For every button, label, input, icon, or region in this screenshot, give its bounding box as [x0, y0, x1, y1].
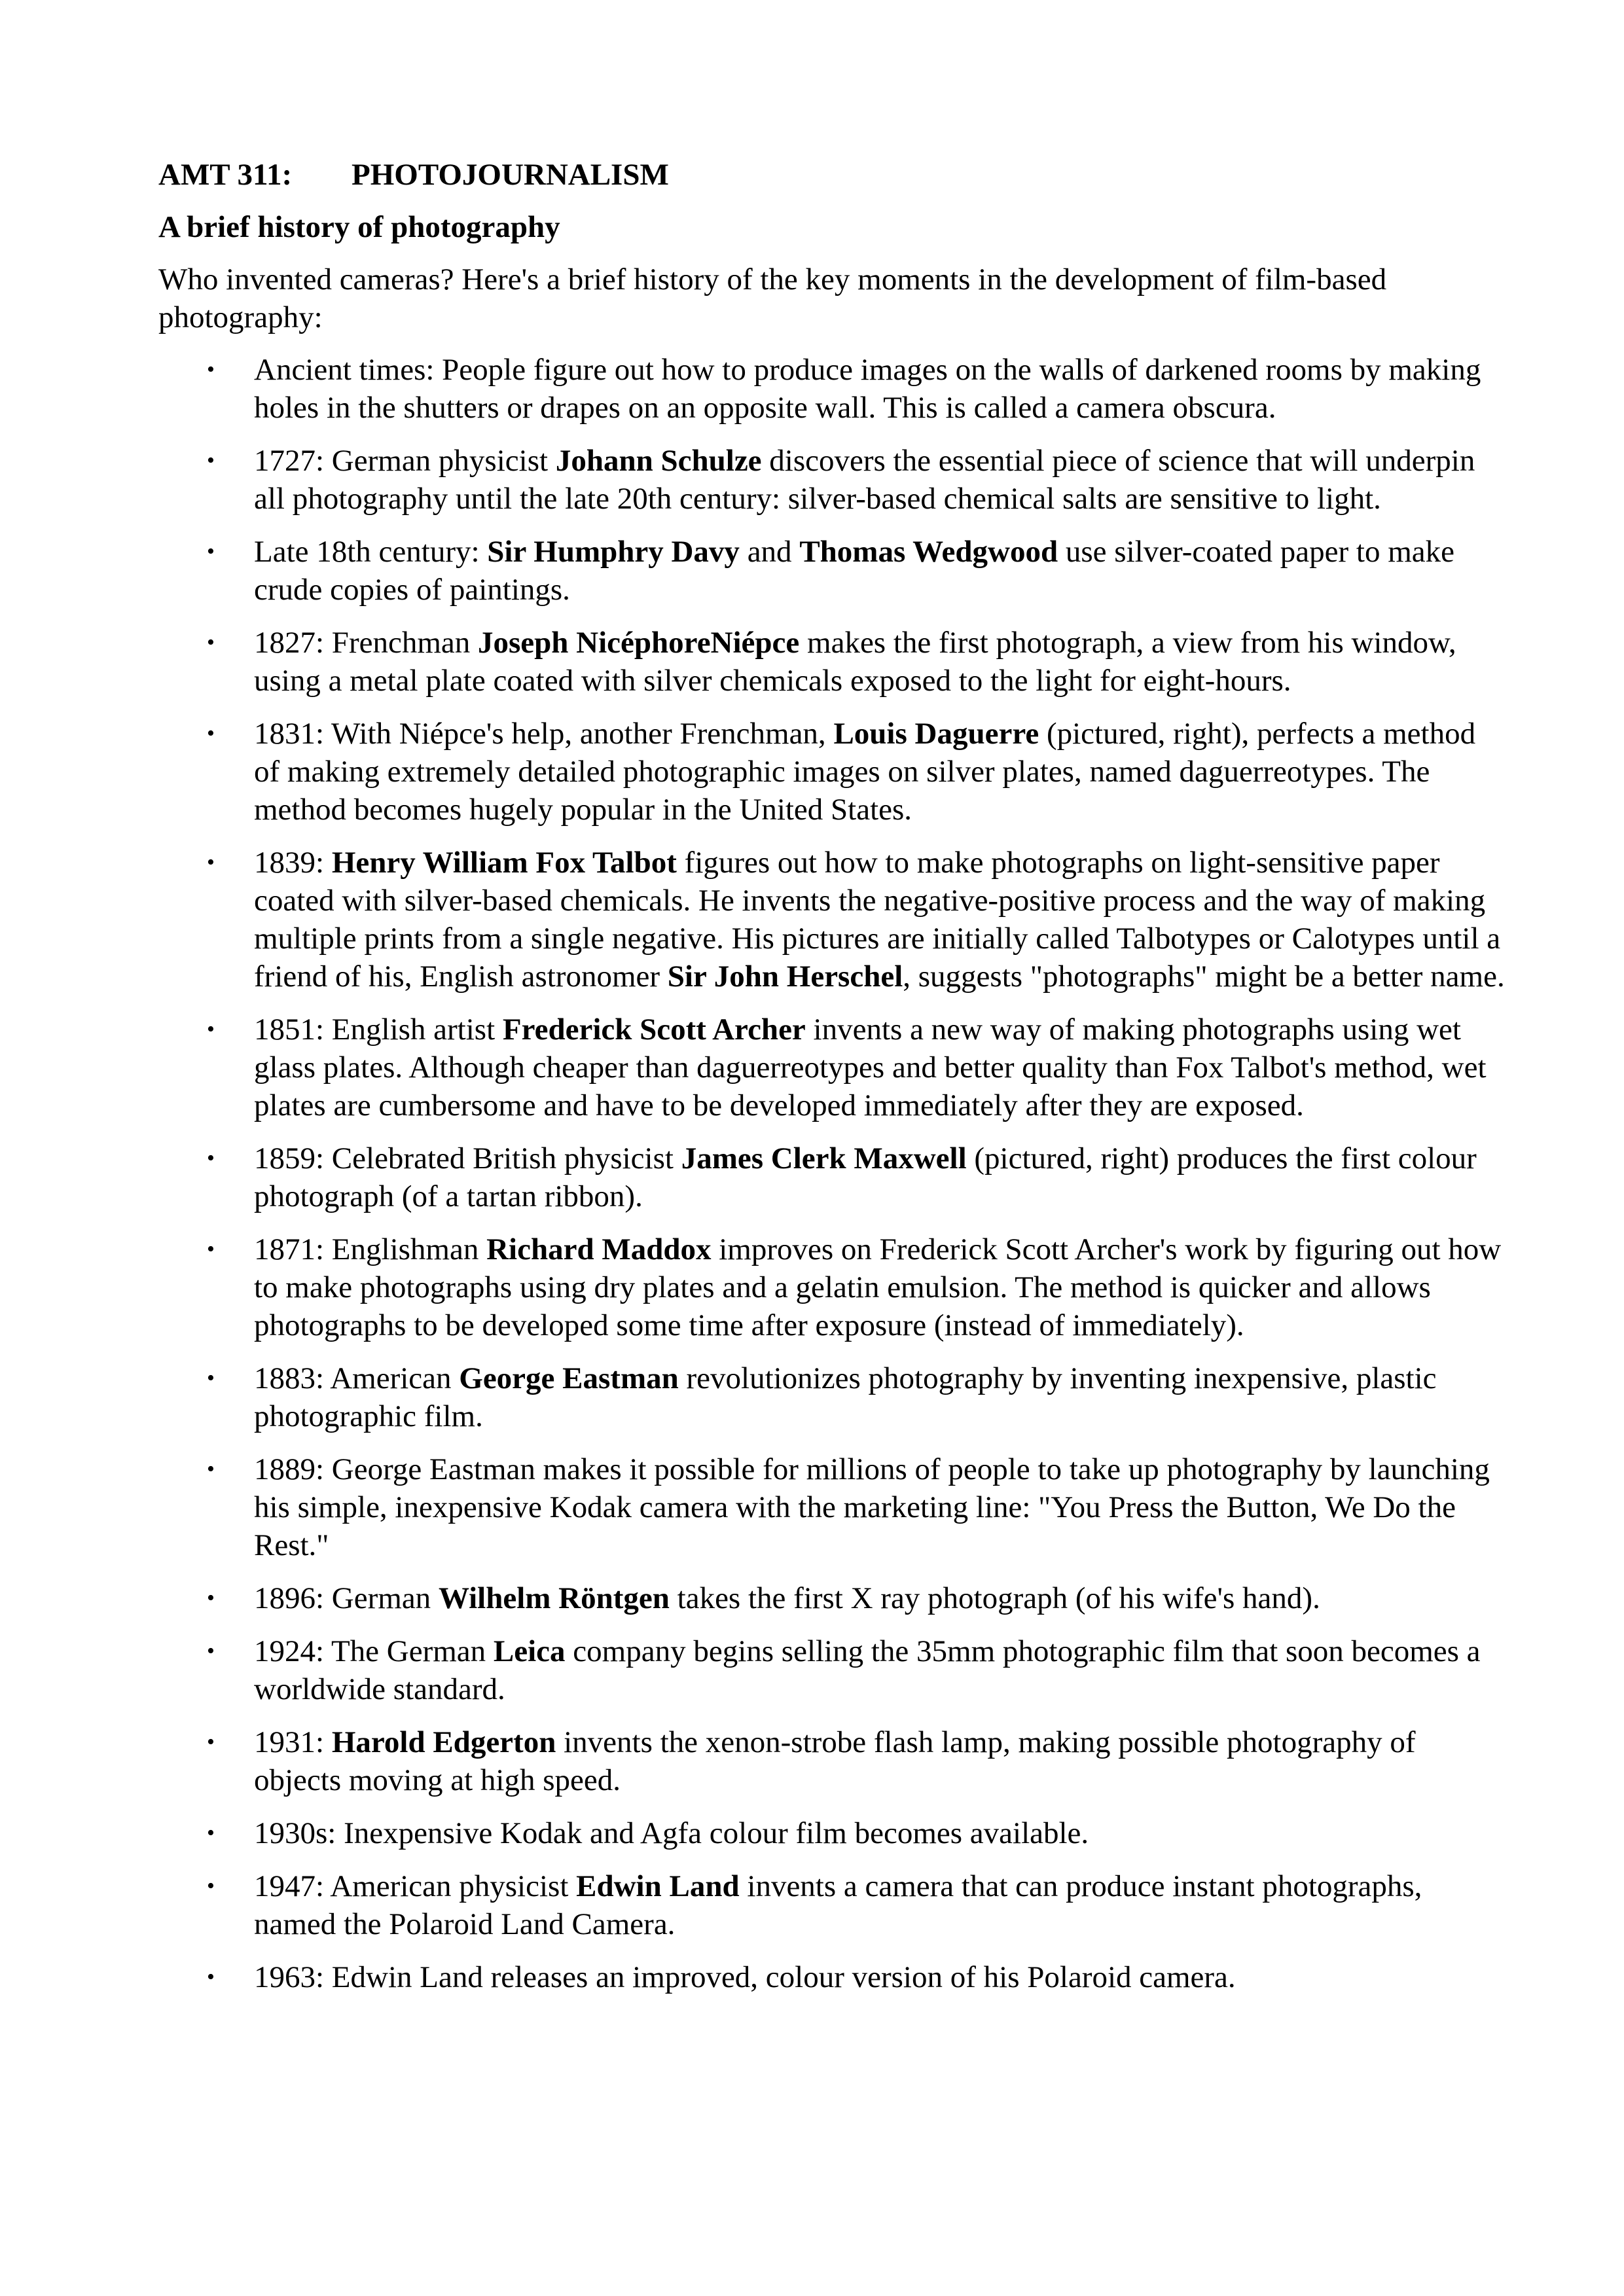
- text-segment: 1839:: [254, 846, 332, 880]
- timeline-item-text: [254, 1869, 1422, 1941]
- history-timeline-list: [158, 351, 1507, 1996]
- bullet-icon: •: [207, 1366, 215, 1390]
- timeline-item-text: [254, 1725, 1416, 1797]
- text-segment: revolutionizes photography by inventing inexpensive, plastic photographic film.: [254, 1361, 1437, 1433]
- bullet-icon: •: [207, 630, 215, 655]
- timeline-item-text: [254, 1634, 1481, 1706]
- intro-paragraph: Who invented cameras? Here's a brief history of the key moments in the development of film-based photography:: [158, 262, 1387, 334]
- text-segment: discovers the essential piece of science that will underpin all photography until the late 20th century: silver-based chemical salts are sensitive to light.: [254, 444, 1475, 516]
- timeline-item-text: [254, 1232, 1501, 1342]
- text-segment: 1931:: [254, 1725, 332, 1759]
- text-segment: 1963: Edwin Land releases an improved, colour version of his Polaroid camera.: [254, 1960, 1236, 1994]
- bullet-icon: •: [207, 1965, 215, 1989]
- bullet-icon: •: [207, 1017, 215, 1041]
- timeline-item: [158, 1450, 1507, 1564]
- timeline-item: [158, 442, 1507, 518]
- timeline-item-text: [254, 1013, 1487, 1122]
- person-name: Richard Maddox: [486, 1232, 712, 1266]
- text-segment: figures out how to make photographs on light-sensitive paper coated with silver-based chemicals. He invents the negative-positive process and the way of making multiple prints from a single negative. His pictures are initially called Talbotypes or Calotypes until a friend of his, English astronomer: [254, 846, 1501, 994]
- bullet-icon: •: [207, 1639, 215, 1663]
- timeline-item: [158, 1011, 1507, 1124]
- text-segment: 1851: English artist: [254, 1013, 503, 1047]
- text-segment: 1883: American: [254, 1361, 460, 1395]
- text-segment: , suggests "photographs" might be a better name.: [903, 960, 1505, 994]
- document-page: [158, 156, 1507, 2011]
- timeline-item: [158, 1139, 1507, 1215]
- text-segment: 1827: Frenchman: [254, 626, 478, 660]
- timeline-item-text: [254, 1816, 1089, 1850]
- text-segment: invents a new way of making photographs using wet glass plates. Although cheaper than daguerreotypes and better quality than Fox Talbot's method, wet plates are cumbersome and have to be developed immediately after they are exposed.: [254, 1013, 1487, 1122]
- timeline-item: [158, 715, 1507, 829]
- text-segment: Late 18th century:: [254, 535, 488, 569]
- text-segment: company begins selling the 35mm photographic film that soon becomes a worldwide standard.: [254, 1634, 1481, 1706]
- person-name: Thomas Wedgwood: [799, 535, 1058, 569]
- text-segment: (pictured, right), perfects a method of making extremely detailed photographic images on silver plates, named daguerreotypes. The method becomes hugely popular in the United States.: [254, 717, 1476, 827]
- text-segment: makes the first photograph, a view from his window, using a metal plate coated with silver chemicals exposed to the light for eight-hours.: [254, 626, 1456, 698]
- timeline-item: [158, 1723, 1507, 1799]
- person-name: Harold Edgerton: [331, 1725, 556, 1759]
- timeline-item: [158, 1867, 1507, 1943]
- text-segment: takes the first X ray photograph (of his wife's hand).: [669, 1581, 1320, 1615]
- bullet-icon: •: [207, 1586, 215, 1610]
- person-name: James Clerk Maxwell: [681, 1141, 967, 1175]
- bullet-icon: •: [207, 1730, 215, 1754]
- timeline-item: [158, 533, 1507, 609]
- person-name: Henry William Fox Talbot: [331, 846, 677, 880]
- person-name: George Eastman: [459, 1361, 679, 1395]
- timeline-item: [158, 1814, 1507, 1852]
- bullet-icon: •: [207, 850, 215, 874]
- timeline-item-text: [254, 1960, 1236, 1994]
- text-segment: 1871: Englishman: [254, 1232, 487, 1266]
- timeline-item: [158, 1579, 1507, 1617]
- timeline-item-text: [254, 535, 1454, 607]
- timeline-item-text: [254, 444, 1475, 516]
- bullet-icon: •: [207, 448, 215, 473]
- person-name: Sir John Herschel: [667, 960, 903, 994]
- timeline-item-text: [254, 846, 1505, 994]
- text-segment: 1896: German: [254, 1581, 439, 1615]
- timeline-item-text: [254, 1141, 1477, 1213]
- bullet-icon: •: [207, 1457, 215, 1481]
- timeline-item-text: [254, 353, 1481, 425]
- timeline-item-text: [254, 626, 1456, 698]
- course-title: PHOTOJOURNALISM: [352, 158, 669, 192]
- person-name: Wilhelm Röntgen: [438, 1581, 670, 1615]
- text-segment: Ancient times: People figure out how to produce images on the walls of darkened rooms by making holes in the shutters or drapes on an opposite wall. This is called a camera obscura.: [254, 353, 1481, 425]
- person-name: Louis Daguerre: [833, 717, 1039, 751]
- person-name: Sir Humphry Davy: [487, 535, 740, 569]
- timeline-item: [158, 1359, 1507, 1435]
- timeline-item: [158, 1958, 1507, 1996]
- bullet-icon: •: [207, 357, 215, 382]
- timeline-item: [158, 351, 1507, 427]
- person-name: Joseph NicéphoreNiépce: [478, 626, 800, 660]
- text-segment: invents the xenon-strobe flash lamp, making possible photography of objects moving at high speed.: [254, 1725, 1416, 1797]
- timeline-item: [158, 624, 1507, 700]
- bullet-icon: •: [207, 1874, 215, 1898]
- text-segment: 1727: German physicist: [254, 444, 556, 478]
- timeline-item: [158, 1632, 1507, 1708]
- text-segment: 1889: George Eastman makes it possible for millions of people to take up photography by launching his simple, inexpensive Kodak camera with the marketing line: "You Press the Button, We Do the Rest.": [254, 1452, 1490, 1562]
- bullet-icon: •: [207, 1821, 215, 1845]
- timeline-item: [158, 844, 1507, 996]
- course-heading: [158, 156, 1507, 194]
- text-segment: 1924: The German: [254, 1634, 494, 1668]
- section-title: A brief history of photography: [158, 210, 560, 244]
- bullet-icon: •: [207, 1146, 215, 1170]
- text-segment: 1930s: Inexpensive Kodak and Agfa colour film becomes available.: [254, 1816, 1089, 1850]
- timeline-item-text: [254, 1361, 1437, 1433]
- person-name: Frederick Scott Archer: [502, 1013, 806, 1047]
- timeline-item-text: [254, 717, 1475, 827]
- text-segment: 1831: With Niépce's help, another Frenchman,: [254, 717, 834, 751]
- person-name: Leica: [493, 1634, 566, 1668]
- timeline-item-text: [254, 1452, 1490, 1562]
- text-segment: (pictured, right) produces the first colour photograph (of a tartan ribbon).: [254, 1141, 1477, 1213]
- text-segment: and: [739, 535, 800, 569]
- text-segment: 1947: American physicist: [254, 1869, 577, 1903]
- text-segment: use silver-coated paper to make crude copies of paintings.: [254, 535, 1455, 607]
- person-name: Johann Schulze: [555, 444, 762, 478]
- timeline-item: [158, 1230, 1507, 1344]
- text-segment: improves on Frederick Scott Archer's work by figuring out how to make photographs using dry plates and a gelatin emulsion. The method is quicker and allows photographs to be developed some time after exposure (instead of immediately).: [254, 1232, 1502, 1342]
- bullet-icon: •: [207, 539, 215, 564]
- timeline-item-text: [254, 1581, 1320, 1615]
- person-name: Edwin Land: [576, 1869, 740, 1903]
- bullet-icon: •: [207, 721, 215, 745]
- text-segment: invents a camera that can produce instant photographs, named the Polaroid Land Camera.: [254, 1869, 1422, 1941]
- text-segment: 1859: Celebrated British physicist: [254, 1141, 681, 1175]
- course-code: AMT 311:: [158, 158, 293, 192]
- bullet-icon: •: [207, 1237, 215, 1261]
